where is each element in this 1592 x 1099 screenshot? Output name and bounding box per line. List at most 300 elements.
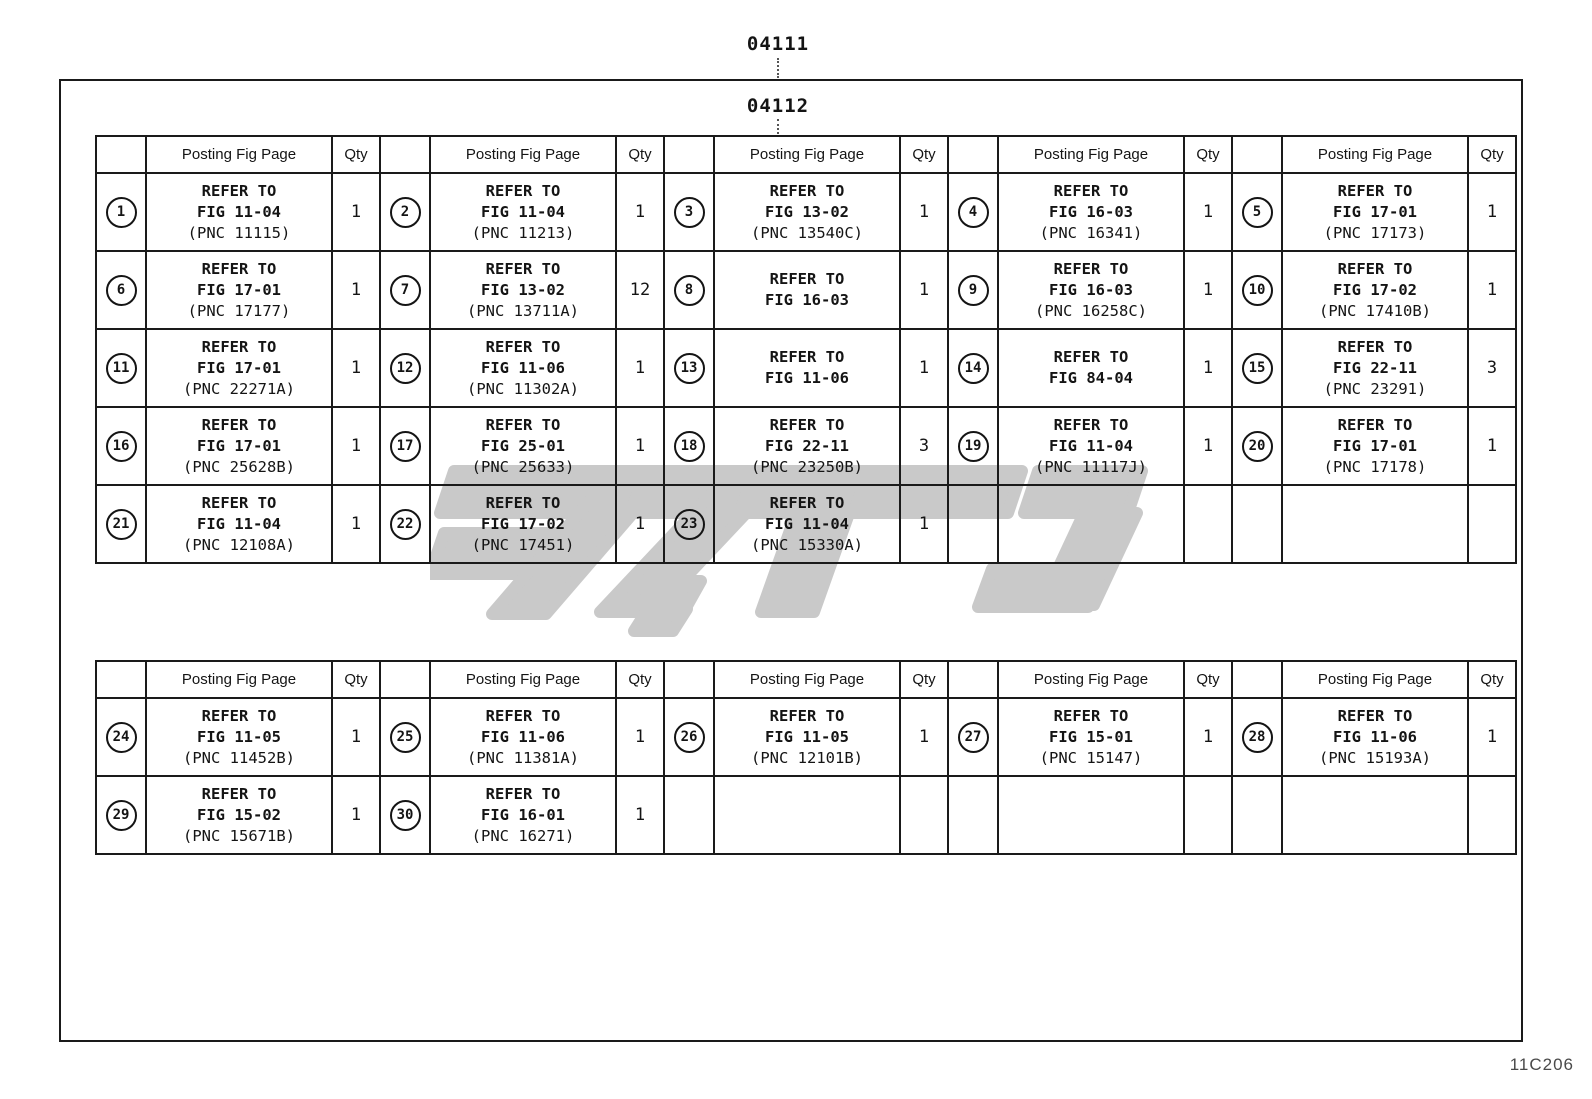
item-number-badge: 19 [958,431,989,462]
table-row [96,251,1516,329]
item-number-cell [664,173,714,251]
item-number-cell [948,173,998,251]
item-number-badge: 15 [1242,353,1273,384]
fig-page-text: FIG 17-01 [197,436,281,455]
fig-ref-cell [430,776,616,854]
pnc-text: (PNC 11115) [187,223,291,242]
qty-col-header: Qty [332,661,380,698]
fig-ref-cell [430,407,616,485]
item-number-cell [96,698,146,776]
qty-cell [900,485,948,563]
item-number-badge: 3 [674,197,705,228]
refer-to-text: REFER TO [769,706,845,725]
fig-page-text: FIG 22-11 [765,436,849,455]
num-col-header [96,136,146,173]
item-number-cell [1232,251,1282,329]
item-number-badge: 23 [674,509,705,540]
fig-page-text: FIG 13-02 [765,202,849,221]
item-number-badge: 6 [106,275,137,306]
refer-to-text: REFER TO [201,259,277,278]
qty-cell [1184,251,1232,329]
item-number-badge: 10 [1242,275,1273,306]
header-row [96,661,1516,698]
fig-page-text: FIG 16-03 [1049,280,1133,299]
qty-cell [332,698,380,776]
pnc-text: (PNC 11381A) [467,748,579,767]
fig-page-text: FIG 16-03 [765,291,849,309]
item-number-badge: 16 [106,431,137,462]
fig-ref-cell [146,173,332,251]
fig-ref-cell [714,485,900,563]
item-number-cell [664,407,714,485]
qty-cell [1468,407,1516,485]
fig-page-text: FIG 13-02 [481,280,565,299]
item-number-badge: 2 [390,197,421,228]
posting-fig-page-header: Posting Fig Page [714,136,900,173]
fig-page-text: FIG 11-04 [197,514,281,533]
item-number-badge: 24 [106,722,137,753]
fig-ref-cell [146,485,332,563]
fig-page-text: FIG 11-04 [481,202,565,221]
pnc-text: (PNC 17410B) [1319,301,1431,320]
item-number-badge: 29 [106,800,137,831]
item-number-cell [664,698,714,776]
refer-to-text: REFER TO [1053,348,1129,366]
refer-to-text: REFER TO [485,337,561,356]
item-number-cell [948,407,998,485]
pnc-text: (PNC 11302A) [467,379,579,398]
pnc-text: (PNC 17451) [471,535,575,554]
qty-col-header: Qty [900,136,948,173]
table-row [96,407,1516,485]
qty-value: 1 [918,514,930,534]
qty-value: 1 [1202,436,1214,456]
fig-ref-cell [146,251,332,329]
refer-to-text: REFER TO [201,784,277,803]
qty-cell [616,407,664,485]
fig-ref-cell [1282,173,1468,251]
qty-value: 1 [350,514,362,534]
qty-cell [1468,173,1516,251]
table-row [96,329,1516,407]
refer-to-text: REFER TO [485,493,561,512]
refer-to-text: REFER TO [201,493,277,512]
item-number-badge: 28 [1242,722,1273,753]
item-number-cell [380,251,430,329]
qty-cell [332,251,380,329]
item-number-cell [948,776,998,854]
num-col-header [664,136,714,173]
pnc-text: (PNC 11213) [471,223,575,242]
item-number-badge: 26 [674,722,705,753]
pnc-text: (PNC 16271) [471,826,575,845]
fig-page-text: FIG 11-06 [765,369,849,387]
qty-cell [616,329,664,407]
qty-cell [1184,776,1232,854]
fig-page-text: FIG 84-04 [1049,369,1133,387]
item-number-cell [1232,698,1282,776]
item-number-cell [380,485,430,563]
qty-cell [616,776,664,854]
pnc-text: (PNC 15671B) [183,826,295,845]
fig-ref-cell [998,698,1184,776]
refer-to-text: REFER TO [201,706,277,725]
upper-reference-table [95,135,1517,564]
qty-cell [900,407,948,485]
fig-ref-cell [714,173,900,251]
item-number-cell [96,329,146,407]
pnc-text: (PNC 17178) [1323,457,1427,476]
fig-ref-cell [998,407,1184,485]
fig-ref-cell [430,173,616,251]
fig-page-text: FIG 22-11 [1333,358,1417,377]
fig-ref-cell [1282,698,1468,776]
fig-page-text: FIG 11-05 [765,727,849,746]
qty-value: 1 [1202,727,1214,747]
fig-page-text: FIG 17-02 [481,514,565,533]
table-row [96,485,1516,563]
fig-ref-cell [1282,485,1468,563]
posting-fig-page-header: Posting Fig Page [1282,136,1468,173]
fig-page-text: FIG 16-01 [481,805,565,824]
qty-cell [900,251,948,329]
num-col-header [380,136,430,173]
item-number-cell [664,329,714,407]
pnc-text: (PNC 12101B) [751,748,863,767]
pnc-text: (PNC 16258C) [1035,301,1147,320]
qty-cell [332,407,380,485]
qty-cell [616,698,664,776]
item-number-badge: 20 [1242,431,1273,462]
fig-page-text: FIG 17-02 [1333,280,1417,299]
item-number-cell [380,329,430,407]
item-number-cell [380,173,430,251]
num-col-header [1232,136,1282,173]
qty-cell [1184,173,1232,251]
qty-cell [616,485,664,563]
qty-col-header: Qty [1184,136,1232,173]
item-number-badge: 8 [674,275,705,306]
posting-fig-page-header: Posting Fig Page [714,661,900,698]
qty-value: 1 [350,202,362,222]
qty-value: 12 [629,280,651,300]
refer-to-text: REFER TO [1337,706,1413,725]
posting-fig-page-header: Posting Fig Page [998,661,1184,698]
pnc-text: (PNC 11452B) [183,748,295,767]
table-row [96,173,1516,251]
qty-value: 3 [1486,358,1498,378]
item-number-cell [1232,407,1282,485]
item-number-cell [1232,173,1282,251]
item-number-cell [948,485,998,563]
fig-ref-cell [430,485,616,563]
pnc-text: (PNC 23291) [1323,379,1427,398]
fig-ref-cell [430,251,616,329]
num-col-header [380,661,430,698]
fig-page-text: FIG 15-02 [197,805,281,824]
fig-page-text: FIG 17-01 [197,280,281,299]
item-number-badge: 17 [390,431,421,462]
qty-value: 1 [918,202,930,222]
sheet-code: 11C206 [1509,1055,1574,1074]
pnc-text: (PNC 17173) [1323,223,1427,242]
refer-to-text: REFER TO [201,337,277,356]
fig-ref-cell [998,173,1184,251]
qty-value: 1 [1486,436,1498,456]
qty-value: 1 [1486,727,1498,747]
item-number-badge: 30 [390,800,421,831]
qty-col-header: Qty [1184,661,1232,698]
item-number-cell [664,251,714,329]
refer-to-text: REFER TO [1053,415,1129,434]
qty-value: 1 [350,358,362,378]
item-number-badge: 14 [958,353,989,384]
fig-page-text: FIG 25-01 [481,436,565,455]
num-col-header [664,661,714,698]
qty-cell [332,173,380,251]
qty-col-header: Qty [616,661,664,698]
item-number-badge: 7 [390,275,421,306]
posting-fig-page-header: Posting Fig Page [998,136,1184,173]
item-number-badge: 1 [106,197,137,228]
item-number-cell [96,173,146,251]
fig-ref-cell [146,776,332,854]
qty-cell [616,251,664,329]
refer-to-text: REFER TO [1053,181,1129,200]
qty-cell [1184,329,1232,407]
refer-to-text: REFER TO [769,181,845,200]
fig-page-text: FIG 17-01 [1333,202,1417,221]
refer-to-text: REFER TO [201,415,277,434]
qty-value: 1 [634,358,646,378]
item-number-badge: 21 [106,509,137,540]
qty-value: 1 [634,514,646,534]
item-number-cell [96,407,146,485]
qty-value: 1 [350,436,362,456]
qty-value: 1 [634,727,646,747]
pnc-text: (PNC 13711A) [467,301,579,320]
qty-col-header: Qty [1468,661,1516,698]
fig-ref-cell [430,698,616,776]
fig-ref-cell [430,329,616,407]
qty-cell [1468,776,1516,854]
item-number-badge: 27 [958,722,989,753]
item-number-badge: 9 [958,275,989,306]
posting-fig-page-header: Posting Fig Page [146,136,332,173]
qty-cell [1468,485,1516,563]
fig-page-text: FIG 11-06 [1333,727,1417,746]
pnc-text: (PNC 25628B) [183,457,295,476]
qty-cell [900,698,948,776]
qty-value: 3 [918,436,930,456]
fig-page-text: FIG 11-04 [197,202,281,221]
qty-col-header: Qty [332,136,380,173]
refer-to-text: REFER TO [1053,706,1129,725]
fig-page-text: FIG 11-06 [481,727,565,746]
item-number-badge: 13 [674,353,705,384]
refer-to-text: REFER TO [485,706,561,725]
pnc-text: (PNC 22271A) [183,379,295,398]
item-number-cell [1232,485,1282,563]
item-number-cell [1232,329,1282,407]
refer-to-text: REFER TO [485,259,561,278]
fig-page-text: FIG 11-04 [1049,436,1133,455]
upper-table-container [95,135,1517,564]
item-number-badge: 18 [674,431,705,462]
pnc-text: (PNC 13540C) [751,223,863,242]
fig-page-text: FIG 17-01 [197,358,281,377]
num-col-header [948,661,998,698]
fig-ref-cell [146,329,332,407]
pnc-text: (PNC 15193A) [1319,748,1431,767]
refer-to-text: REFER TO [769,415,845,434]
qty-value: 1 [1486,202,1498,222]
refer-to-text: REFER TO [485,181,561,200]
qty-cell [1468,329,1516,407]
pnc-text: (PNC 15330A) [751,535,863,554]
item-number-cell [96,251,146,329]
qty-cell [1184,407,1232,485]
item-number-badge: 4 [958,197,989,228]
leader-line-04112 [777,119,779,134]
fig-ref-cell [998,251,1184,329]
qty-col-header: Qty [616,136,664,173]
qty-value: 1 [634,436,646,456]
qty-cell [332,776,380,854]
qty-value: 1 [350,280,362,300]
pnc-text: (PNC 23250B) [751,457,863,476]
qty-cell [900,776,948,854]
fig-ref-cell [146,407,332,485]
qty-value: 1 [918,727,930,747]
part-code-04111: 04111 [746,33,810,55]
qty-cell [1468,251,1516,329]
fig-ref-cell [998,329,1184,407]
part-code-04112: 04112 [746,95,810,117]
qty-value: 1 [918,358,930,378]
item-number-cell [380,407,430,485]
qty-cell [900,173,948,251]
pnc-text: (PNC 12108A) [183,535,295,554]
posting-fig-page-header: Posting Fig Page [1282,661,1468,698]
qty-cell [332,329,380,407]
qty-col-header: Qty [1468,136,1516,173]
fig-page-text: FIG 11-06 [481,358,565,377]
fig-ref-cell [714,776,900,854]
item-number-badge: 22 [390,509,421,540]
num-col-header [96,661,146,698]
qty-cell [332,485,380,563]
qty-value: 1 [1486,280,1498,300]
qty-cell [1468,698,1516,776]
item-number-cell [664,776,714,854]
fig-ref-cell [1282,251,1468,329]
fig-ref-cell [146,698,332,776]
item-number-cell [1232,776,1282,854]
lower-reference-table [95,660,1517,855]
refer-to-text: REFER TO [485,784,561,803]
qty-value: 1 [350,805,362,825]
qty-col-header: Qty [900,661,948,698]
qty-value: 1 [634,805,646,825]
item-number-badge: 25 [390,722,421,753]
num-col-header [1232,661,1282,698]
item-number-cell [380,698,430,776]
fig-page-text: FIG 15-01 [1049,727,1133,746]
fig-page-text: FIG 16-03 [1049,202,1133,221]
refer-to-text: REFER TO [1337,415,1413,434]
refer-to-text: REFER TO [201,181,277,200]
refer-to-text: REFER TO [769,493,845,512]
fig-ref-cell [1282,407,1468,485]
pnc-text: (PNC 15147) [1039,748,1143,767]
qty-cell [1184,698,1232,776]
pnc-text: (PNC 17177) [187,301,291,320]
item-number-badge: 11 [106,353,137,384]
fig-ref-cell [714,251,900,329]
refer-to-text: REFER TO [485,415,561,434]
item-number-cell [380,776,430,854]
item-number-badge: 5 [1242,197,1273,228]
posting-fig-page-header: Posting Fig Page [430,661,616,698]
fig-page-text: FIG 11-04 [765,514,849,533]
qty-value: 1 [634,202,646,222]
lower-table-container [95,660,1517,855]
item-number-cell [96,485,146,563]
pnc-text: (PNC 11117J) [1035,457,1147,476]
fig-page-text: FIG 11-05 [197,727,281,746]
fig-ref-cell [714,407,900,485]
refer-to-text: REFER TO [769,270,845,288]
header-row [96,136,1516,173]
num-col-header [948,136,998,173]
qty-value: 1 [1202,358,1214,378]
table-row [96,776,1516,854]
pnc-text: (PNC 25633) [471,457,575,476]
fig-ref-cell [998,776,1184,854]
qty-cell [900,329,948,407]
qty-value: 1 [1202,280,1214,300]
item-number-cell [948,698,998,776]
item-number-badge: 12 [390,353,421,384]
qty-cell [616,173,664,251]
qty-value: 1 [1202,202,1214,222]
item-number-cell [948,329,998,407]
item-number-cell [948,251,998,329]
fig-ref-cell [714,698,900,776]
refer-to-text: REFER TO [1337,181,1413,200]
item-number-cell [664,485,714,563]
table-row [96,698,1516,776]
posting-fig-page-header: Posting Fig Page [430,136,616,173]
pnc-text: (PNC 16341) [1039,223,1143,242]
posting-fig-page-header: Posting Fig Page [146,661,332,698]
leader-line-04111 [777,58,779,78]
fig-ref-cell [998,485,1184,563]
fig-page-text: FIG 17-01 [1333,436,1417,455]
qty-cell [1184,485,1232,563]
refer-to-text: REFER TO [1337,337,1413,356]
fig-ref-cell [1282,329,1468,407]
qty-value: 1 [918,280,930,300]
qty-value: 1 [350,727,362,747]
fig-ref-cell [714,329,900,407]
item-number-cell [96,776,146,854]
refer-to-text: REFER TO [769,348,845,366]
refer-to-text: REFER TO [1337,259,1413,278]
fig-ref-cell [1282,776,1468,854]
refer-to-text: REFER TO [1053,259,1129,278]
